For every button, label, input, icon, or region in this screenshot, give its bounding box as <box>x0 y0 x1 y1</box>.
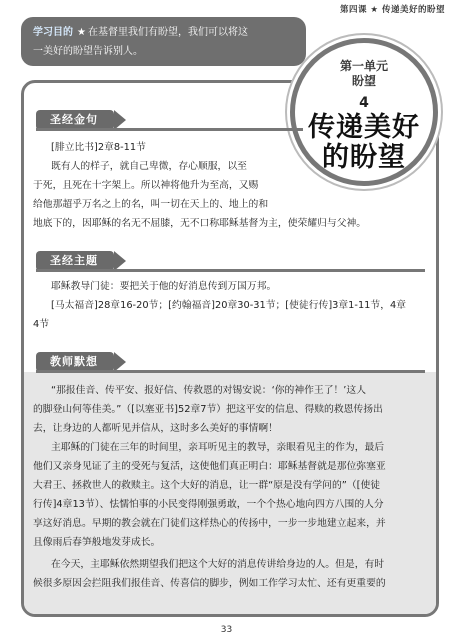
page-number: 33 <box>220 625 233 635</box>
star-icon: ★ <box>77 27 86 38</box>
objective-line-2: 一美好的盼望告诉别人。 <box>33 46 143 57</box>
theme-divider <box>36 269 425 272</box>
unit-label: 第一单元 <box>339 59 388 73</box>
scripture-reference: [腓立比书]2章8-11节 <box>51 142 146 153</box>
reflection-line: 享这好消息。早期的教会就在门徒们这样热心的传扬中，一步一步地建立起来，并 <box>33 518 386 529</box>
theme-heading: 圣经主题 <box>36 251 114 271</box>
reflection-line: 在今天，主耶稣依然期望我们把这个大好的消息传讲给身边的人。但是，有时 <box>51 559 385 570</box>
theme-references-cont: 4节 <box>33 319 50 330</box>
lesson-title-line-1: 传递美好 <box>308 112 420 143</box>
scripture-line: 给他那超乎万名之上的名，叫一切在天上的、地上的和 <box>33 199 269 210</box>
theme-summary: 耶稣教导门徒：要把关于他的好消息传到万国万邦。 <box>51 281 277 292</box>
reflection-line: 大君王、拯救世人的救赎主。这个大好的消息，让一群“原是没有学问的”（[使徒 <box>33 480 381 491</box>
scripture-line: 于死，且死在十字架上。所以神将他升为至高，又赐 <box>33 180 259 191</box>
lesson-title-line-2: 的盼望 <box>322 142 406 173</box>
objective-line-1: 在基督里我们有盼望，我们可以将这 <box>87 27 248 38</box>
scripture-line: 既有人的样子，就自己卑微，存心顺服，以至 <box>51 161 247 172</box>
reflection-line: 去，让身边的人都听见并信从，这时多么美好的事情啊！ <box>33 423 278 434</box>
teacher-reflection-divider <box>36 370 425 373</box>
theme-references: [马太福音]28章16-20节；[约翰福音]20章30-31节；[使徒行传]3章1-11节，4章 <box>51 300 407 311</box>
objective-label: 学习目的 <box>33 27 73 38</box>
scripture-heading: 圣经金句 <box>36 110 114 130</box>
unit-badge <box>290 38 438 186</box>
reflection-line: 且像雨后春笋般地发芽成长。 <box>33 537 161 548</box>
reflection-line: 他们又亲身见证了主的受死与复活，这使他们真正明白：耶稣基督就是那位弥塞亚 <box>33 461 386 472</box>
learning-objective-box <box>21 17 306 66</box>
scripture-divider <box>36 128 303 131</box>
teacher-reflection-heading: 教师默想 <box>36 352 114 372</box>
reflection-line: 主耶稣的门徒在三年的时间里，亲耳听见主的教导，亲眼看见主的作为，最后 <box>51 442 385 453</box>
lesson-number: 4 <box>359 95 369 111</box>
reflection-line: 行传]4章13节）、怯懦怕事的小民变得刚强勇敢，一个个热心地向四方八围的人分 <box>33 499 384 510</box>
scripture-line: 地底下的，因耶稣的名无不屈膝，无不口称耶稣基督为主，使荣耀归与父神。 <box>33 218 367 229</box>
header-title: 第四课 ★ 传递美好的盼望 <box>339 5 445 15</box>
unit-theme: 盼望 <box>351 74 376 88</box>
reflection-line: 候很多原因会拦阻我们报佳音、传喜信的脚步，例如工作学习太忙、还有更重要的 <box>33 578 386 589</box>
reflection-line: “那报佳音、传平安、报好信、传救恩的对锡安说：‘你的神作王了！’这人 <box>51 385 367 396</box>
reflection-line: 的脚登山何等佳美。”（[以塞亚书]52章7节）把这平安的信息、得赎的救恩传扬出 <box>33 404 383 415</box>
